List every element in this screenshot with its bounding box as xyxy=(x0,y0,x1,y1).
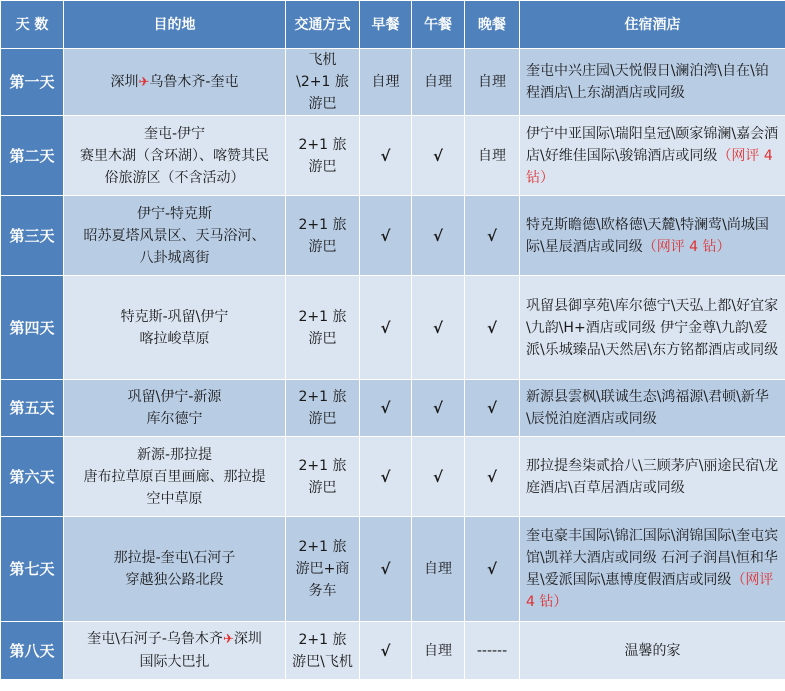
airplane-icon: ✈ xyxy=(222,632,234,647)
breakfast-cell: √ xyxy=(360,380,412,437)
day-cell: 第一天 xyxy=(1,49,64,116)
table-row xyxy=(1,196,785,276)
destination-line: 俗旅游区（不含活动） xyxy=(104,169,245,186)
dinner-cell: √ xyxy=(465,517,520,622)
dinner-cell: 自理 xyxy=(465,49,520,116)
dinner-cell: √ xyxy=(465,276,520,380)
hotel-text: 特克斯瞻德\欧格德\天麓\特澜莺\尚城国际\星辰酒店或同级 xyxy=(526,216,769,255)
destination-cell xyxy=(64,380,286,437)
day-cell: 第六天 xyxy=(1,437,64,517)
transport-cell: 2+1 旅游巴 xyxy=(286,116,360,196)
table-row xyxy=(1,437,785,517)
day-cell: 第三天 xyxy=(1,196,64,276)
destination-cell xyxy=(64,116,286,196)
table-row xyxy=(1,49,785,116)
table-row xyxy=(1,116,785,196)
destination-cell xyxy=(64,276,286,380)
lunch-cell: 自理 xyxy=(412,517,465,622)
destination-line: 赛里木湖（含环湖）、喀赞其民 xyxy=(80,147,269,164)
header-breakfast: 早餐 xyxy=(360,1,412,49)
destination-line: 奎屯-伊宁 xyxy=(143,125,206,142)
hotel-cell xyxy=(520,380,785,437)
hotel-cell xyxy=(520,49,785,116)
transport-cell: 2+1 旅游巴 xyxy=(286,196,360,276)
destination-line: 唐布拉草原百里画廊、那拉提 xyxy=(83,468,266,485)
hotel-cell xyxy=(520,116,785,196)
hotel-text: 奎屯中兴庄园\天悦假日\澜泊湾\自在\铂程酒店\上东湖酒店或同级 xyxy=(526,63,769,101)
dinner-cell: √ xyxy=(465,437,520,517)
destination-line: 伊宁-特克斯 xyxy=(136,205,213,222)
breakfast-cell: √ xyxy=(360,517,412,622)
day-cell: 第四天 xyxy=(1,276,64,380)
hotel-cell xyxy=(520,276,785,380)
header-dinner: 晚餐 xyxy=(465,1,520,49)
lunch-cell: √ xyxy=(412,276,465,380)
table-row xyxy=(1,622,785,680)
hotel-text: 那拉提叁柒贰拾八\三顾茅庐\丽途民宿\龙庭酒店\百草居酒店或同级 xyxy=(526,457,779,496)
day-cell: 第八天 xyxy=(1,622,64,680)
hotel-text: 新源县雲枫\联诚生态\鸿福源\君顿\新华\辰悦泊庭酒店或同级 xyxy=(526,389,769,427)
day-cell: 第五天 xyxy=(1,380,64,437)
transport-cell: 2+1 旅游巴\飞机 xyxy=(286,622,360,680)
destination-text: 深圳 xyxy=(233,631,262,647)
destination-line xyxy=(70,628,279,651)
hotel-text: 巩留县御享苑\库尔德宁\天弘上都\好宜家\九韵\H+酒店或同级 伊宁金尊\九韵\爱派\乐城臻品\天然居\东方铭都酒店或同级 xyxy=(526,297,779,358)
destination-line: 库尔德宁 xyxy=(146,411,203,427)
hotel-cell xyxy=(520,437,785,517)
hotel-cell xyxy=(520,622,785,680)
header-transport: 交通方式 xyxy=(286,1,360,49)
destination-text: 奎屯\石河子-乌鲁木齐 xyxy=(87,631,223,647)
destination-cell xyxy=(64,49,286,116)
destination-text: 乌鲁木齐-奎屯 xyxy=(149,73,239,90)
destination-line: 八卦城离街 xyxy=(139,249,210,266)
hotel-cell xyxy=(520,517,785,622)
lunch-cell: √ xyxy=(412,380,465,437)
destination-cell xyxy=(64,622,286,680)
destination-line: 新源-那拉提 xyxy=(136,446,213,463)
table-row xyxy=(1,276,785,380)
dinner-cell: ------ xyxy=(465,622,520,680)
lunch-cell: 自理 xyxy=(412,49,465,116)
destination-cell xyxy=(64,196,286,276)
header-lunch: 午餐 xyxy=(412,1,465,49)
hotel-cell xyxy=(520,196,785,276)
destination-line: 巩留\伊宁-新源 xyxy=(127,389,222,405)
lunch-cell: 自理 xyxy=(412,622,465,680)
table-row xyxy=(1,517,785,622)
transport-cell: 飞机\2+1 旅游巴 xyxy=(286,49,360,116)
destination-line: 昭苏夏塔风景区、天马浴河、 xyxy=(83,227,266,244)
destination-line: 那拉提-奎屯\石河子 xyxy=(113,550,236,566)
destination-line: 穿越独公路北段 xyxy=(125,572,224,588)
breakfast-cell: √ xyxy=(360,116,412,196)
hotel-text: 伊宁中亚国际\瑞阳皇冠\颐家锦澜\嘉会酒店\好维佳国际\骏锦酒店或同级 xyxy=(526,125,779,164)
destination-line: 国际大巴扎 xyxy=(139,654,210,670)
hotel-text: 奎屯豪丰国际\锦汇国际\润锦国际\奎屯宾馆\凯祥大酒店或同级 石河子润昌\恒和华星\爱派国际\惠博度假酒店或同级 xyxy=(526,528,779,588)
rating-badge: （网评 4 钻） xyxy=(526,572,774,610)
rating-badge: （网评 4 钻） xyxy=(526,147,773,186)
destination-cell xyxy=(64,437,286,517)
transport-cell: 2+1 旅游巴 xyxy=(286,276,360,380)
dinner-cell: 自理 xyxy=(465,116,520,196)
day-cell: 第二天 xyxy=(1,116,64,196)
lunch-cell: √ xyxy=(412,196,465,276)
day-cell: 第七天 xyxy=(1,517,64,622)
table-row xyxy=(1,380,785,437)
transport-cell: 2+1 旅游巴+商务车 xyxy=(286,517,360,622)
breakfast-cell: 自理 xyxy=(360,49,412,116)
transport-cell: 2+1 旅游巴 xyxy=(286,437,360,517)
destination-line: 喀拉峻草原 xyxy=(139,330,210,347)
destination-line: 空中草原 xyxy=(146,490,203,507)
header-day: 天 数 xyxy=(1,1,64,49)
destination-text: 深圳 xyxy=(110,73,139,90)
lunch-cell: √ xyxy=(412,116,465,196)
dinner-cell: √ xyxy=(465,196,520,276)
breakfast-cell: √ xyxy=(360,276,412,380)
dinner-cell: √ xyxy=(465,380,520,437)
destination-cell xyxy=(64,517,286,622)
rating-badge: （网评 4 钻） xyxy=(642,238,731,255)
airplane-icon: ✈ xyxy=(138,74,150,90)
header-destination: 目的地 xyxy=(64,1,286,49)
breakfast-cell: √ xyxy=(360,437,412,517)
header-hotel: 住宿酒店 xyxy=(520,1,785,49)
destination-line: 特克斯-巩留\伊宁 xyxy=(120,308,229,325)
header-row xyxy=(1,1,785,49)
breakfast-cell: √ xyxy=(360,196,412,276)
hotel-text: 温馨的家 xyxy=(624,642,681,659)
breakfast-cell: √ xyxy=(360,622,412,680)
transport-cell: 2+1 旅游巴 xyxy=(286,380,360,437)
lunch-cell: √ xyxy=(412,437,465,517)
